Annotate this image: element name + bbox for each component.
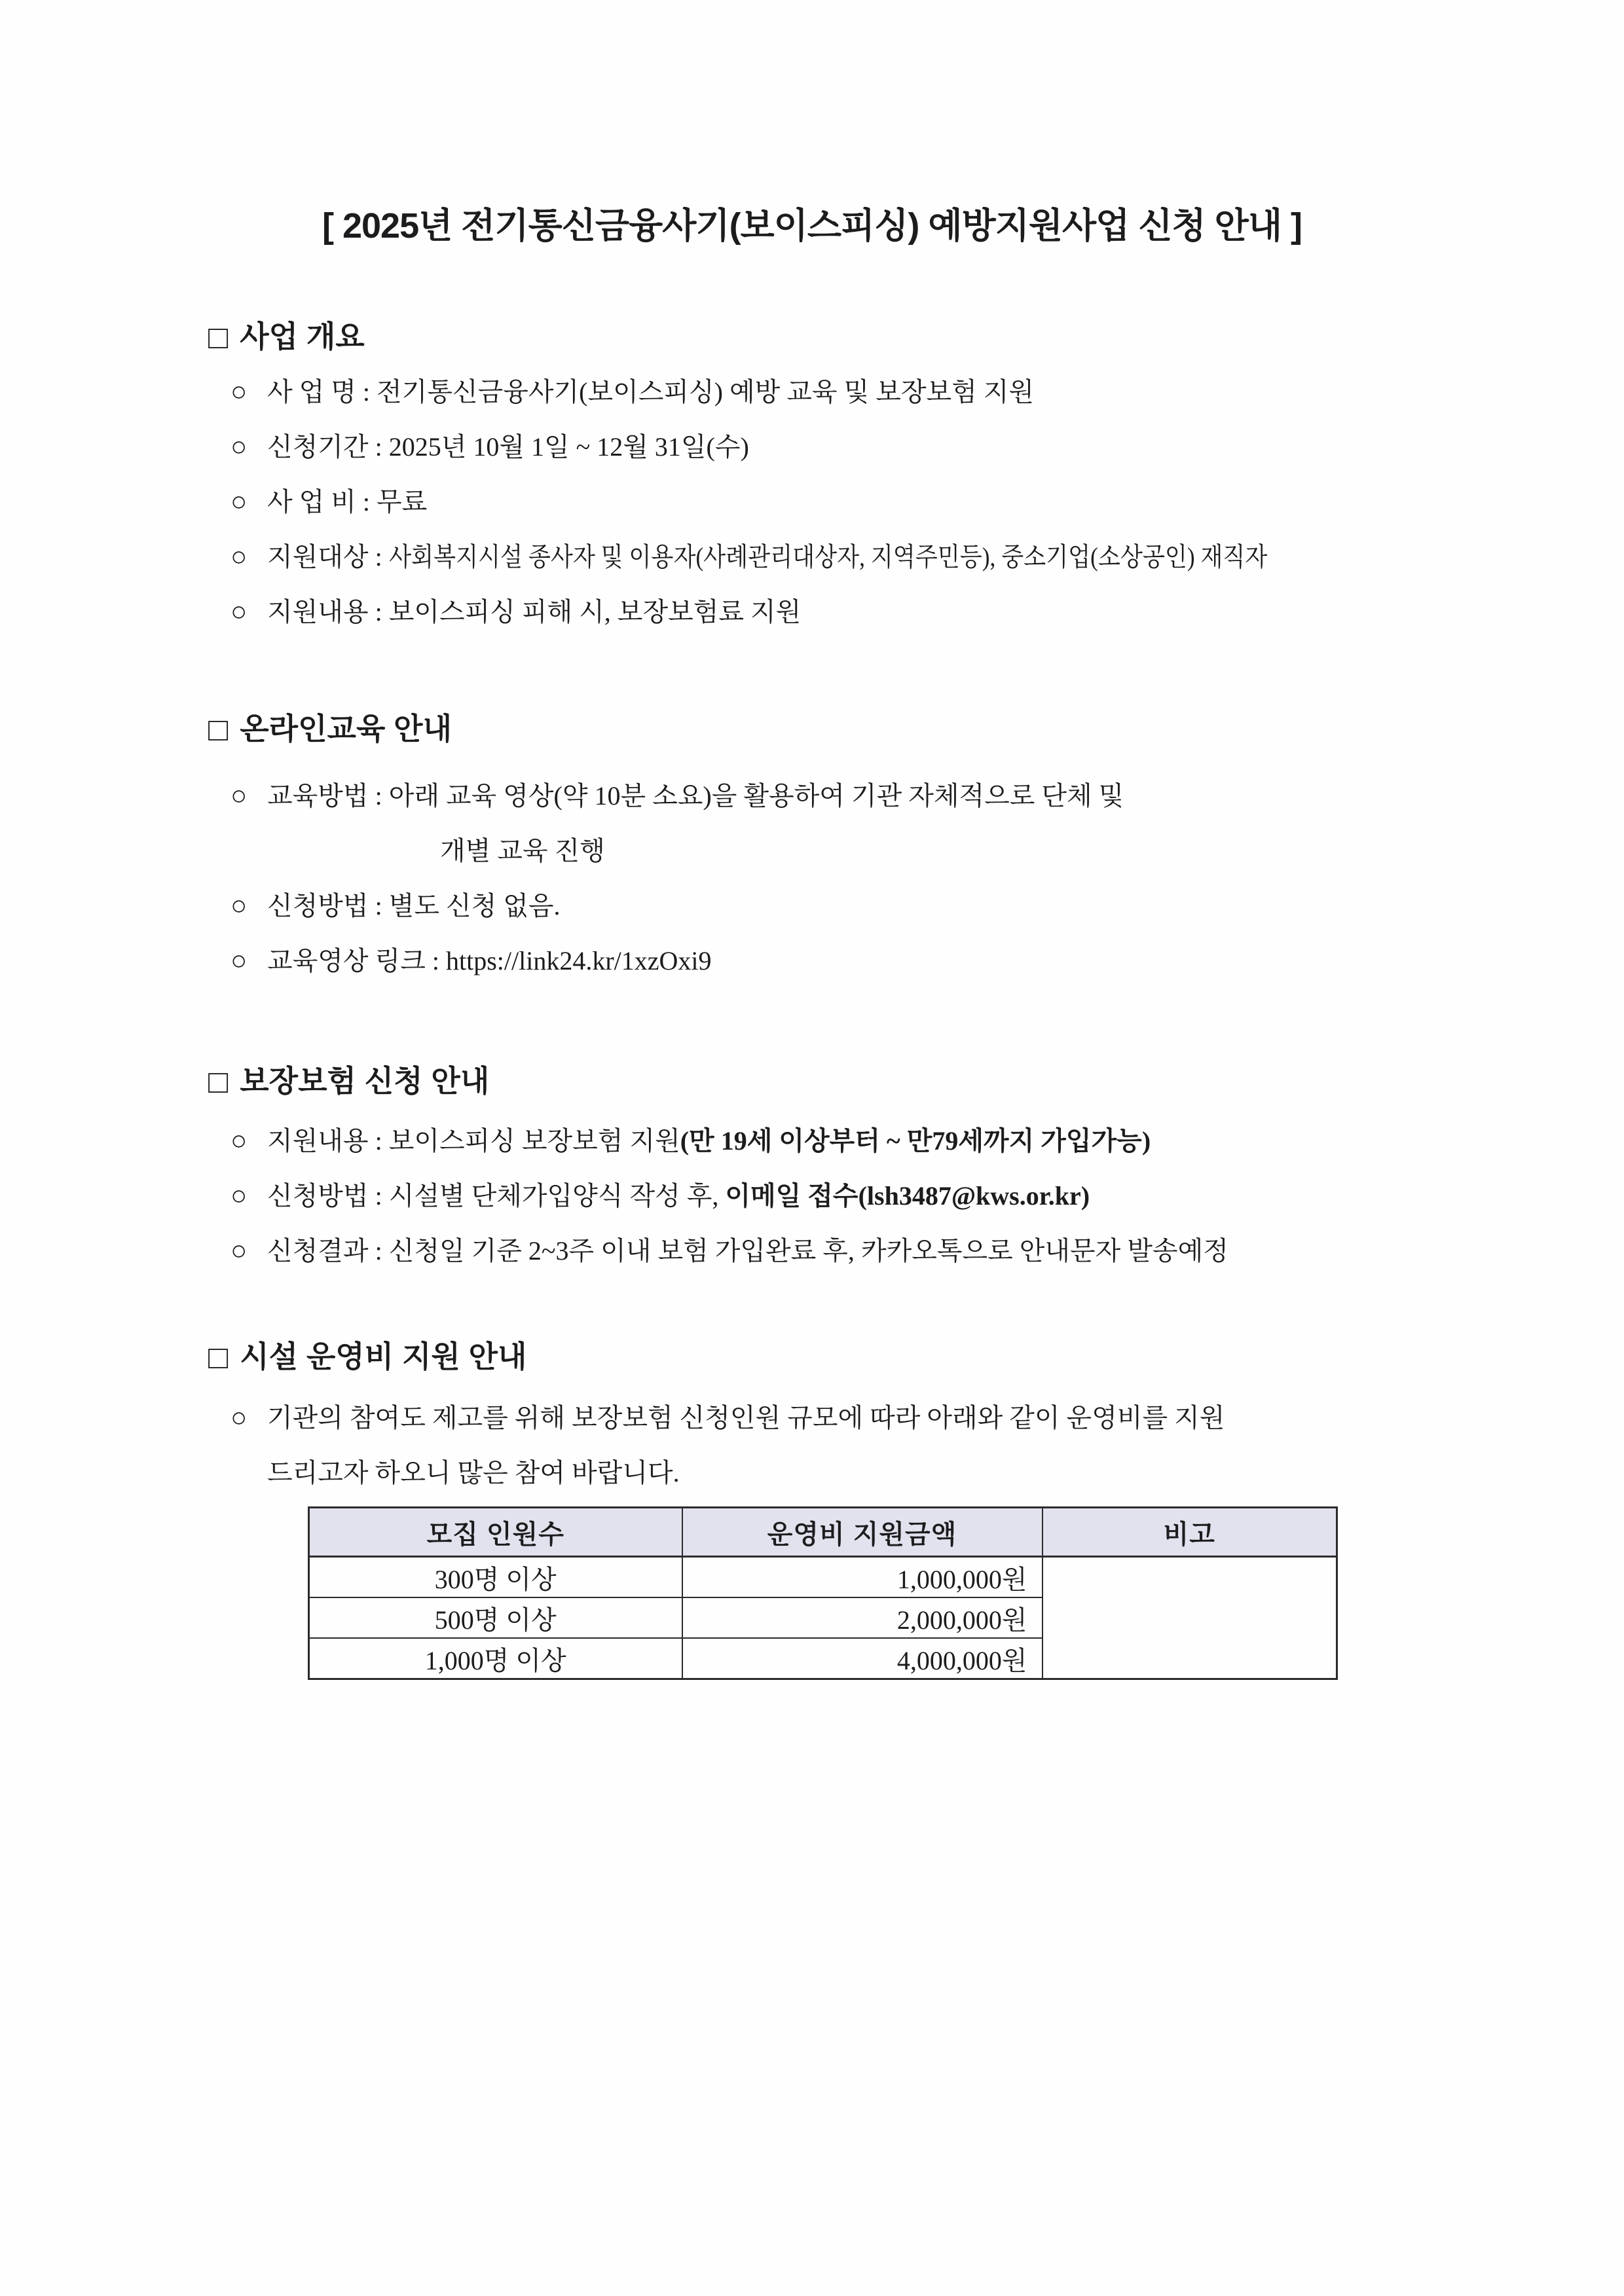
table-header-row xyxy=(309,1508,1337,1557)
checkbox-square-icon: □ xyxy=(208,1063,229,1100)
page-title: [ 2025년 전기통신금융사기(보이스피싱) 예방지원사업 신청 안내 ] xyxy=(322,206,1302,246)
item-label: 사 업 명 xyxy=(267,377,356,407)
item-label: 지원내용 xyxy=(267,1126,369,1156)
item-text: 아래 교육 영상(약 10분 소요)을 활용하여 기관 자체적으로 단체 및 xyxy=(388,781,1124,811)
item-separator: : xyxy=(368,1126,389,1156)
cell-amount: 1,000,000원 xyxy=(682,1557,1043,1598)
list-item-project-fee xyxy=(208,475,1624,530)
circle-bullet-icon: ○ xyxy=(231,1181,248,1211)
circle-bullet-icon: ○ xyxy=(231,1403,248,1433)
list-item-support-content xyxy=(208,585,1624,640)
circle-bullet-icon: ○ xyxy=(231,1236,248,1266)
item-label: 신청방법 xyxy=(267,1181,369,1211)
item-label: 교육방법 xyxy=(267,781,369,811)
section-heading xyxy=(208,308,1624,363)
item-label: 신청기간 xyxy=(267,432,369,462)
list-item-insurance-apply-method xyxy=(208,1169,1624,1224)
list-item-apply-result xyxy=(208,1224,1624,1279)
item-separator: : xyxy=(368,781,389,811)
circle-bullet-icon: ○ xyxy=(231,487,248,517)
item-text: 기관의 참여도 제고를 위해 보장보험 신청인원 규모에 따라 아래와 같이 운영비를 지원 xyxy=(267,1403,1225,1432)
circle-bullet-icon: ○ xyxy=(231,542,248,572)
list-item-support-target xyxy=(208,530,1624,585)
item-separator: : xyxy=(368,1181,389,1211)
section-heading-label: 보장보험 신청 안내 xyxy=(240,1064,490,1098)
item-separator: : xyxy=(356,487,377,517)
checkbox-square-icon: □ xyxy=(208,319,229,355)
video-link-url: https://link24.kr/1xzOxi9 xyxy=(445,946,712,975)
list-item-education-method xyxy=(208,769,1624,824)
table-row xyxy=(309,1557,1337,1598)
item-text: 신청일 기준 2~3주 이내 보험 가입완료 후, 카카오톡으로 안내문자 발송예정 xyxy=(388,1236,1228,1266)
list-item-project-name xyxy=(208,365,1624,420)
section-heading-label: 사업 개요 xyxy=(240,319,365,354)
cell-headcount: 300명 이상 xyxy=(309,1557,682,1598)
item-separator: : xyxy=(368,891,389,920)
cell-amount: 2,000,000원 xyxy=(682,1597,1043,1638)
item-text: 2025년 10월 1일 ~ 12월 31일(수) xyxy=(388,432,749,462)
circle-bullet-icon: ○ xyxy=(231,432,248,462)
circle-bullet-icon: ○ xyxy=(231,1126,248,1156)
item-separator: : xyxy=(368,1236,389,1266)
item-separator: : xyxy=(368,432,389,462)
item-list xyxy=(208,1391,1624,1501)
item-label: 지원대상 xyxy=(267,542,369,572)
list-item-video-link xyxy=(208,934,1624,989)
section-heading-label: 시설 운영비 지원 안내 xyxy=(240,1339,527,1374)
cell-remark xyxy=(1043,1557,1337,1679)
item-text: 무료 xyxy=(377,487,428,517)
item-label: 지원내용 xyxy=(267,597,369,627)
section-project-overview xyxy=(0,308,1624,640)
item-label: 교육영상 링크 xyxy=(267,946,426,975)
circle-bullet-icon: ○ xyxy=(231,946,248,976)
email-address: 이메일 접수(lsh3487@kws.or.kr) xyxy=(725,1181,1090,1211)
section-online-education xyxy=(0,701,1624,989)
list-item-apply-method xyxy=(208,879,1624,934)
item-label: 신청결과 xyxy=(267,1236,369,1266)
item-text: 별도 신청 없음. xyxy=(388,891,561,920)
column-header-remark: 비고 xyxy=(1043,1508,1337,1557)
column-header-amount: 운영비 지원금액 xyxy=(682,1508,1043,1557)
section-insurance-application xyxy=(0,1053,1624,1279)
item-text-bold: (만 19세 이상부터 ~ 만79세까지 가입가능) xyxy=(680,1126,1151,1156)
item-label: 사 업 비 xyxy=(267,487,356,517)
list-item-continuation: 개별 교육 진행 xyxy=(440,836,605,866)
checkbox-square-icon: □ xyxy=(208,711,229,748)
operating-cost-table xyxy=(308,1506,1338,1680)
item-text: 사회복지시설 종사자 및 이용자(사례관리대상자, 지역주민등), 중소기업(소상공인) 재직자 xyxy=(388,542,1268,572)
cell-headcount: 500명 이상 xyxy=(309,1597,682,1638)
column-header-headcount: 모집 인원수 xyxy=(309,1508,682,1557)
circle-bullet-icon: ○ xyxy=(231,891,248,921)
cell-amount: 4,000,000원 xyxy=(682,1638,1043,1679)
circle-bullet-icon: ○ xyxy=(231,597,248,627)
section-operating-cost-support xyxy=(0,1328,1624,1680)
item-text: 보이스피싱 보장보험 지원 xyxy=(388,1126,680,1156)
list-item-continuation: 드리고자 하오니 많은 참여 바랍니다. xyxy=(267,1458,680,1487)
section-heading-label: 온라인교육 안내 xyxy=(240,712,452,746)
list-item-insurance-content xyxy=(208,1114,1624,1169)
item-text: 시설별 단체가입양식 작성 후, xyxy=(388,1181,719,1211)
item-separator: : xyxy=(368,542,389,572)
cell-headcount: 1,000명 이상 xyxy=(309,1638,682,1679)
section-heading xyxy=(208,701,1624,756)
item-text: 보이스피싱 피해 시, 보장보험료 지원 xyxy=(388,597,802,627)
item-text: 전기통신금융사기(보이스피싱) 예방 교육 및 보장보험 지원 xyxy=(377,377,1035,407)
section-heading xyxy=(208,1053,1624,1108)
item-list xyxy=(208,769,1624,989)
section-heading xyxy=(208,1328,1624,1383)
list-item-apply-period xyxy=(208,420,1624,475)
circle-bullet-icon: ○ xyxy=(231,781,248,811)
checkbox-square-icon: □ xyxy=(208,1339,229,1376)
item-list xyxy=(208,1114,1624,1279)
circle-bullet-icon: ○ xyxy=(231,377,248,407)
list-item-operating-cost xyxy=(208,1391,1624,1446)
item-separator: : xyxy=(368,597,389,627)
item-separator: : xyxy=(425,946,446,975)
item-separator: : xyxy=(356,377,377,407)
item-list xyxy=(208,365,1624,640)
item-label: 신청방법 xyxy=(267,891,369,920)
